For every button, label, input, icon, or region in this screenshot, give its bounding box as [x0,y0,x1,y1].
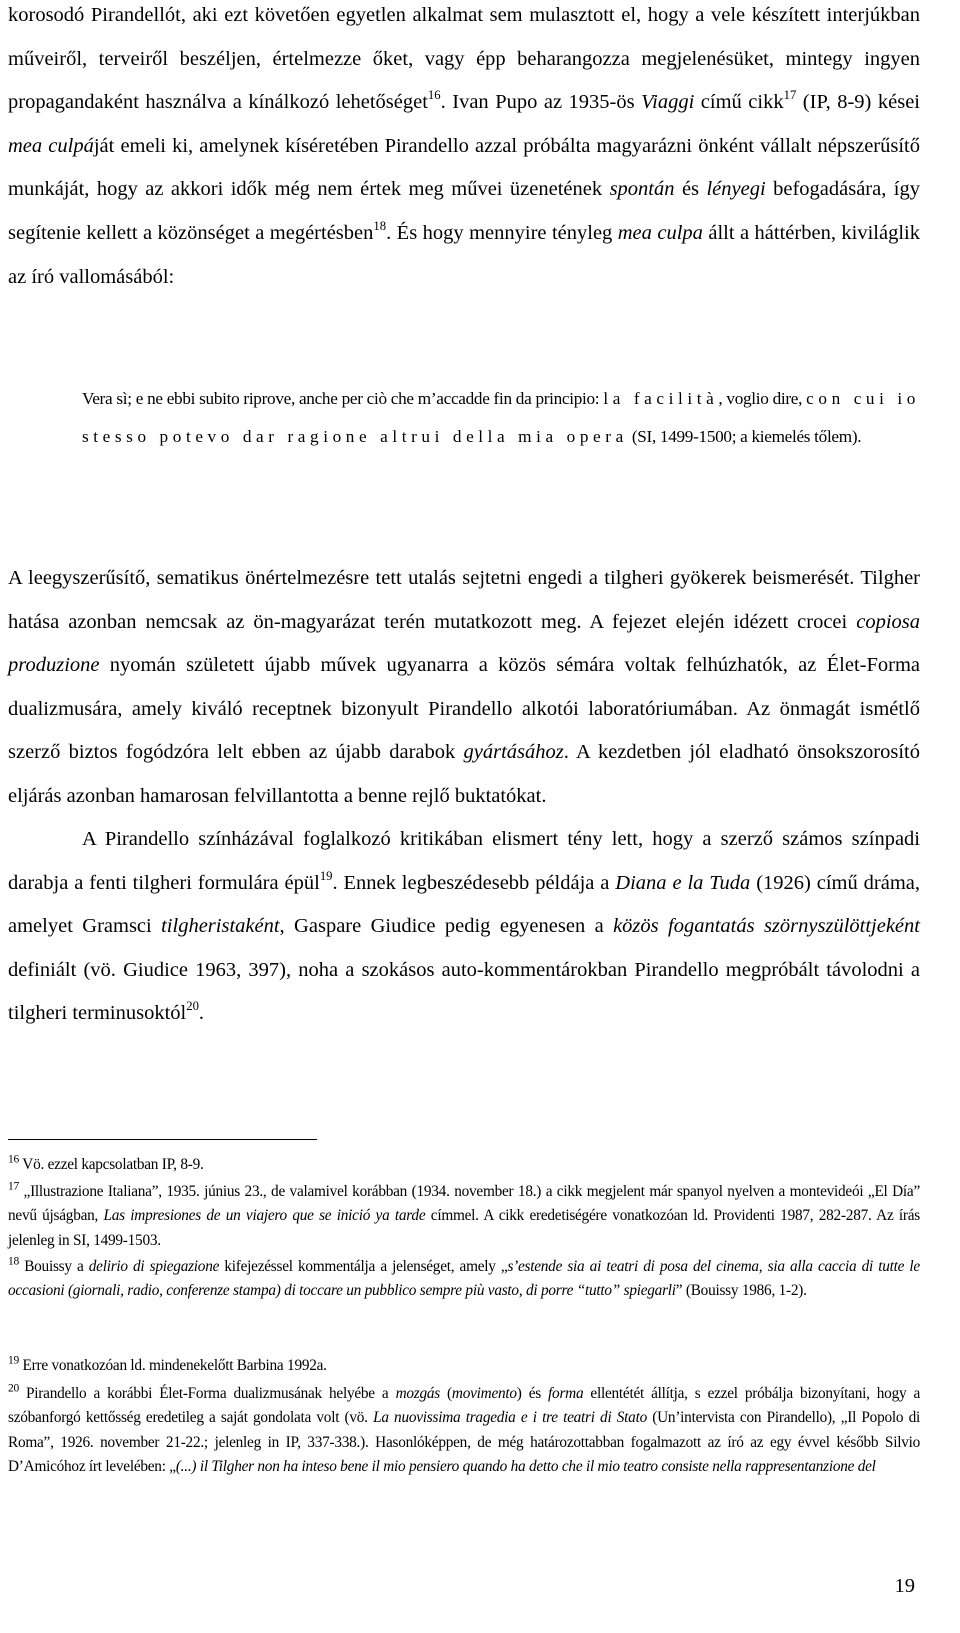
body-paragraph-2: A leegyszerűsítő, sematikus önértelmezésre tett utalás sejtetni engedi a tilgheri gyökerek beismerését. Tilgher hatása azonban nemcsak az ön-magyarázat terén mutatkozott meg. A fejezet elején idézett crocei copiosa produzione nyomán született újabb művek ugyanarra a közös sémára voltak felhúzhatók, az Élet-Forma dualizmusára, amely kiváló receptnek bizonyult Pirandello alkotói laboratóriumában. Az önmagát ismétlő szerző biztos fogódzóra lelt ebben az újabb darabok gyártásához. A kezdetben jól eladható önsokszorosító eljárás azonban hamarosan felvillantotta a benne rejlő buktatókat. [8,567,920,807]
footnote-number: 20 [8,1382,19,1395]
footnote-number: 19 [8,1354,19,1367]
footnote-16: $^{16}$ Vö. ezzel kapcsolatban IP, 8-9. [8,1153,204,1173]
footnote-20: $^{20}$ Pirandello a korábbi Élet-Forma dualizmusának helyébe a mozgás (movimento) és forma ellentétét állítja, s ezzel próbálja bizonyítani, hogy a szóbanforgó kettősség eredetileg a saját gondolata volt (vö. La nuovissima tragedia e i tre teatri di Stato (Un’intervista con Pirandello), „Il Popolo di Roma”, 1926. november 21-22.; jelenleg in IP, 337-338.). Hasonlóképpen, de még határozottabban fogalmazott az író az egy évvel később Silvio D’Amicóhoz írt levelében: „(...) il Tilgher non ha inteso bene il mio pensiero quando ha detto che il mio teatro consiste nella rappresentanzione del [8,1382,920,1475]
footnote-number: 18 [8,1255,19,1268]
footnote-number: 17 [8,1180,19,1193]
footnote-ref-16[interactable]: 16 [427,88,441,103]
footnote-ref-20[interactable]: 20 [186,999,199,1014]
block-quote: Vera sì; e ne ebbi subito riprove, anche per ciò che m’accadde fin da principio: la facilità, voglio dire, con cui io stesso potevo dar ragione altrui della mia opera (SI, 1499-1500; a kiemelés tőlem). [82,389,920,446]
footnote-number: 16 [8,1153,19,1166]
footnote-ref-17[interactable]: 17 [783,88,797,103]
footnote-ref-18[interactable]: 18 [373,218,387,233]
footnote-divider [8,1139,317,1140]
footnote-17: $^{17}$ „Illustrazione Italiana”, 1935. június 23., de valamivel korábban (1934. november 18.) a cikk megjelent már spanyol nyelven a montevideói „El Día” nevű újságban, Las impresiones de un viajero que se inició ya tarde címmel. A cikk eredetiségére vonatkozóan ld. Providenti 1987, 282-287. Az írás jelenleg in SI, 1499-1503. [8,1180,920,1249]
page-number: 19 [894,1575,915,1597]
footnote-19: $^{19}$ Erre vonatkozóan ld. mindenekelőtt Barbina 1992a. [8,1354,327,1374]
footnote-ref-19[interactable]: 19 [319,868,333,883]
footnote-18: $^{18}$ Bouissy a delirio di spiegazione kifejezéssel kommentálja a jelenséget, amely „s’estende sia ai teatri di posa del cinema, sia alla caccia di tutte le occasioni (giornali, radio, conferenze stampa) di toccare un pubblico sempre più vasto, di porre “tutto” spiegarli” (Bouissy 1986, 1-2). [8,1255,920,1300]
body-paragraph-1: korosodó Pirandellót, aki ezt követően egyetlen alkalmat sem mulasztott el, hogy a vele készített interjúkban műveiről, terveiről beszéljen, értelmezze őket, vagy épp beharangozza megjelenésüket, mintegy ingyen propagandaként használva a kínálkozó lehetőséget$^{16}$. Ivan Pupo az 1935-ös Viaggi című cikk$^{17}$ (IP, 8-9) kései mea culpáját emeli ki, amelynek kíséretében Pirandello azzal próbálta magyarázni önként vállalt népszerűsítő munkáját, hogy az akkori idők még nem értek meg művei üzenetének spontán és lényegi befogadására, így segítenie kellett a közönséget a megértésben$^{18}$. És hogy mennyire tényleg mea culpa állt a háttérben, kiviláglik az író vallomásából: [8,4,920,288]
body-paragraph-3: A Pirandello színházával foglalkozó kritikában elismert tény lett, hogy a szerző számos színpadi darabja a fenti tilgheri formulára épül$^{19}$. Ennek legbeszédesebb példája a Diana e la Tuda (1926) című dráma, amelyet Gramsci tilgheristaként, Gaspare Giudice pedig egyenesen a közös fogantatás szörnyszülöttjeként definiált (vö. Giudice 1963, 397), noha a szokásos auto-kommentárokban Pirandello megpróbált távolodni a tilgheri terminusoktól$^{20}$. [8,828,920,1025]
